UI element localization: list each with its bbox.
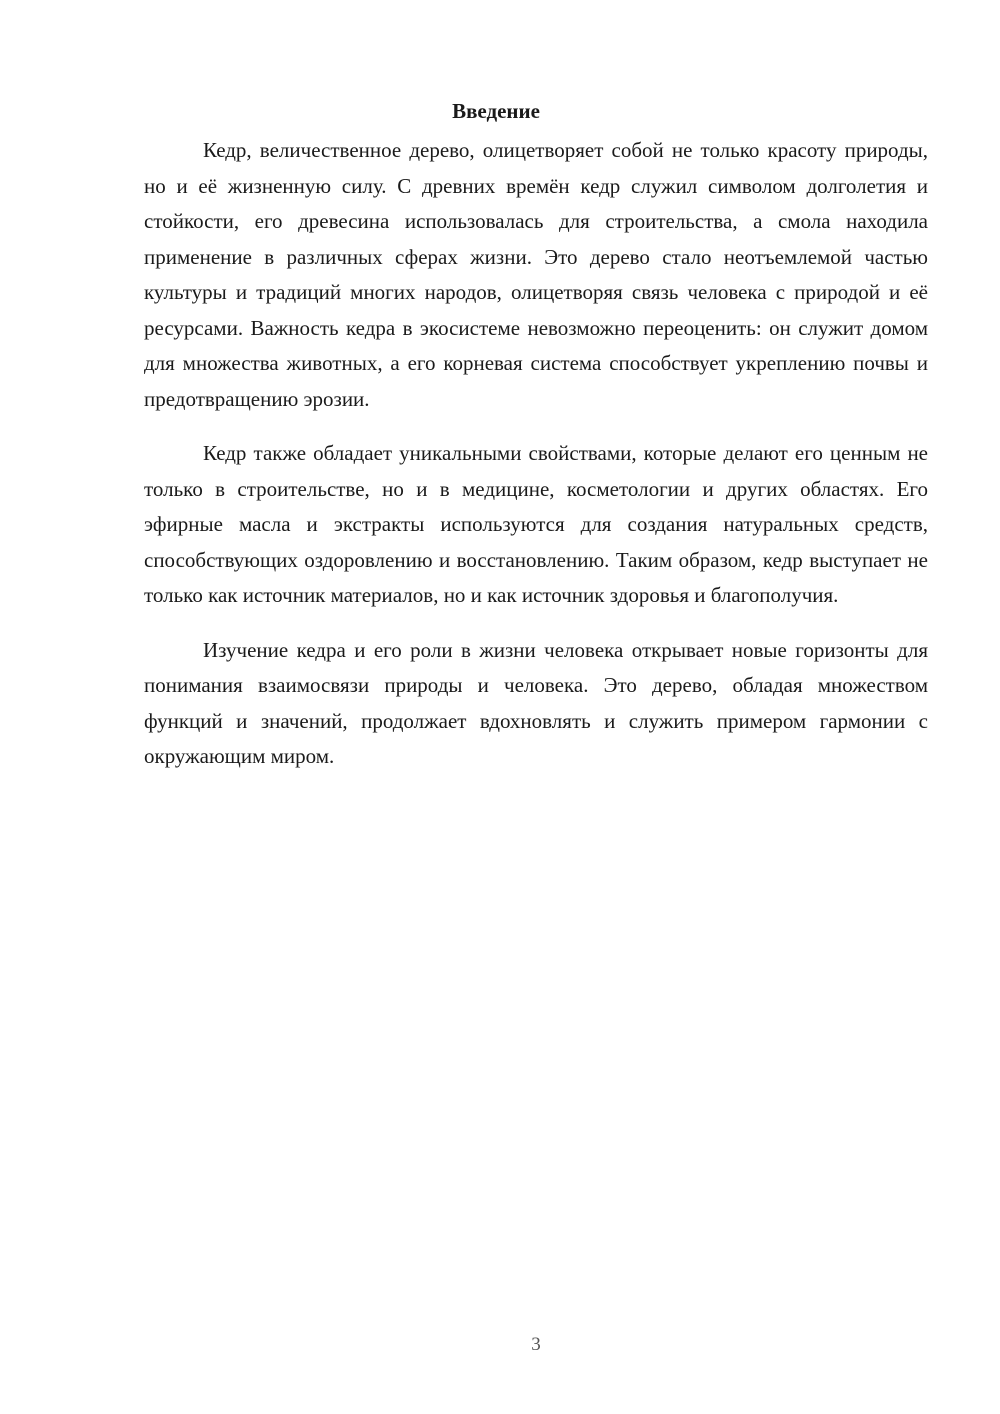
paragraph-3: Изучение кедра и его роли в жизни человека открывает новые горизонты для понимания взаимосвязи природы и человека. Это дерево, обладая множеством функций и значений, продолжает вдохновлять и служить примером гармонии с окружающим миром. [144, 637, 928, 768]
section-title: Введение [452, 99, 540, 123]
paragraph-2: Кедр также обладает уникальными свойствами, которые делают его ценным не только в строительстве, но и в медицине, косметологии и других областях. Его эфирные масла и экстракты используются для создания натуральных средств, способствующих оздоровлению и восстановлению. Таким образом, кедр выступает не только как источник материалов, но и как источник здоровья и благополучия. [144, 441, 928, 607]
page-number: 3 [531, 1334, 541, 1355]
document-body [144, 96, 928, 775]
paragraph-1: Кедр, величественное дерево, олицетворяет собой не только красоту природы, но и её жизненную силу. С древних времён кедр служил символом долголетия и стойкости, его древесина использовалась для строительства, а смола находила применение в различных сферах жизни. Это дерево стало неотъемлемой частью культуры и традиций многих народов, олицетворяя связь человека с природой и её ресурсами. Важность кедра в экосистеме невозможно переоценить: он служит домом для множества животных, а его корневая система способствует укреплению почвы и предотвращению эрозии. [144, 138, 928, 411]
